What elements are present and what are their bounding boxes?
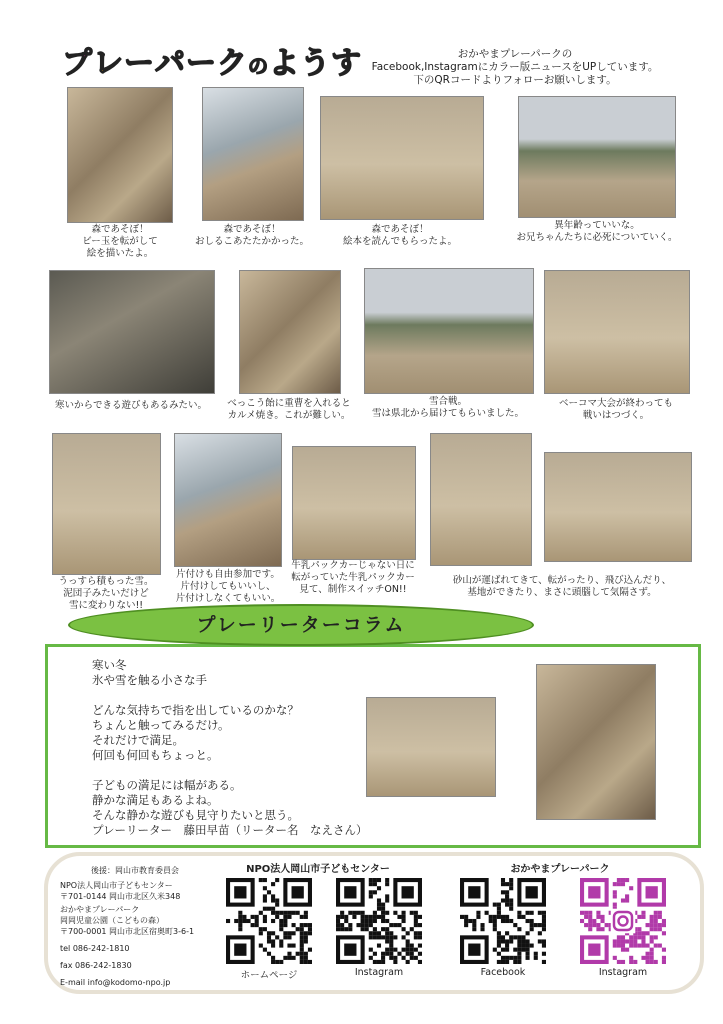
photo-cleanup (174, 433, 282, 567)
caption-line: ビー玉を転がして (82, 236, 158, 247)
caption-line: 見て、制作スイッチON!! (299, 584, 407, 595)
email-link[interactable]: E-mail info@kodomo-npo.jp (60, 978, 171, 987)
title-char: ク (217, 46, 248, 81)
caption-line: お兄ちゃんたちに必死についていく。 (516, 232, 678, 243)
qr-instagram-park[interactable] (580, 878, 666, 964)
caption-line: 雪に変わりない!! (68, 600, 144, 611)
qr-instagram-npo[interactable] (336, 878, 422, 964)
column-text: 寒い冬 氷や雪を触る小さな手 どんな気持ちで指を出しているのかな？ ちょんと触ってみるだけ。 それだけで満足。 何回も何回もちょっと。 子どもの満足には幅がある。 静かな満足もあるよね。 そんな静かな遊びも見守りたいと思う。 (92, 658, 299, 822)
title-char: の (248, 54, 269, 78)
sponsor: 後援：岡山市教育委員会 (91, 866, 179, 875)
caption-line: 片付けしてもいいし、 (180, 581, 276, 592)
caption-older-kids (504, 220, 690, 244)
caption-line: 牛乳パックカーじゃない日に (291, 560, 415, 571)
title-char: レ (93, 46, 124, 81)
org2-park: 岡岡児童公園（こどもの森） (60, 916, 164, 925)
notice-line-2: Facebook,Instagramにカラー版ニュースをUPしています。 (371, 61, 659, 73)
caption-line: おしるこあたたかかった。 (194, 236, 309, 247)
photo-milk-carton-car (292, 446, 416, 560)
org2-name: おかやまプレーパーク (60, 905, 140, 914)
notice-line-3: 下のQRコードよりフォローお願いします。 (413, 74, 617, 86)
caption-line: 転がっていた牛乳パックカー (291, 572, 415, 583)
caption-light-snow (48, 576, 164, 612)
photo-light-snow (52, 433, 161, 575)
org1-name: NPO法人岡山市子どもセンター (60, 881, 173, 890)
follow-notice (350, 48, 680, 87)
photo-sand-base (544, 452, 692, 562)
caption-line: カルメ焼き。これが難しい。 (227, 410, 351, 421)
org2-address: 〒700-0001 岡山市北区宿奥町3-6-1 (60, 927, 195, 936)
qr-facebook-label: Facebook (480, 967, 526, 978)
caption-line: 雪合戦。 (428, 396, 467, 407)
photo-picture-book (320, 96, 484, 220)
caption-line: 戦いはつづく。 (582, 410, 650, 421)
caption-milk-carton (286, 560, 420, 596)
photo-beigoma (544, 270, 690, 394)
title-char: ー (186, 46, 217, 81)
column-author: プレーリーター 藤田早苗（リーター名 なえさん） (92, 823, 368, 837)
caption-line: 片付けしなくてもいい。 (175, 593, 281, 604)
title-char: す (331, 46, 362, 81)
caption-line: 雪は県北から届けてもらいました。 (371, 408, 524, 419)
caption-oshiruko (186, 224, 318, 248)
photo-column-children (366, 697, 496, 797)
caption-line: 絵を描いたよ。 (86, 248, 154, 259)
caption-line: 森であそぼ！ (371, 224, 429, 235)
qr-homepage[interactable] (226, 878, 312, 964)
caption-line: 森であそぼ！ (223, 224, 281, 235)
photo-snowball-fight (364, 268, 534, 394)
npo-header: NPO法人岡山市子どもセンター (246, 864, 390, 875)
title-char: う (300, 46, 331, 81)
caption-beigoma (548, 398, 684, 422)
org1-address: 〒701-0144 岡山市北区久米348 (60, 892, 181, 901)
title-char: プ (62, 46, 93, 81)
photo-older-kids (518, 96, 676, 218)
tel: tel 086-242-1810 (60, 944, 130, 953)
title-char: ー (124, 46, 155, 81)
caption-cleanup (164, 569, 292, 605)
photo-column-ice (536, 664, 656, 820)
title-char: よ (269, 46, 300, 81)
photo-sand-pile (430, 433, 532, 566)
page-title (62, 38, 362, 82)
caption-ice-play (44, 400, 218, 412)
caption-line: 絵本を読んでもらったよ。 (342, 236, 457, 247)
fax: fax 086-242-1830 (60, 961, 132, 970)
photo-ice-play (49, 270, 215, 394)
photo-karumeyaki (239, 270, 341, 394)
caption-line: 基地ができたり、まさに頭腦して気隔さず。 (467, 587, 657, 598)
caption-line: 片付けも自由参加です。 (176, 569, 280, 580)
caption-line: うっすら積もった雪。 (58, 576, 154, 587)
caption-sand-pile (432, 575, 692, 599)
footer-contact (60, 865, 210, 988)
column-banner: プレーリーターコラム (68, 604, 534, 646)
caption-snowball (360, 396, 536, 420)
park-header: おかやまプレーパーク (510, 864, 610, 875)
title-char: パ (155, 46, 186, 81)
caption-marble (70, 224, 170, 260)
qr-homepage-label: ホームページ (240, 970, 298, 981)
caption-picture-book (330, 224, 470, 248)
caption-line: 寒いからできる遊びもあるみたい。 (55, 400, 207, 411)
caption-karumeyaki (222, 398, 356, 422)
caption-line: 異年齢っていいな。 (554, 220, 640, 231)
caption-line: 砂山が運ばれてきて、転がったり、飛び込んだり、 (452, 575, 672, 586)
notice-line-1: おかやまプレーパークの (457, 48, 573, 60)
qr-facebook[interactable] (460, 878, 546, 964)
photo-oshiruko (202, 87, 304, 221)
qr-instagram-npo-label: Instagram (354, 967, 404, 978)
caption-line: 森であそぼ！ (91, 224, 149, 235)
caption-line: ベーコマ大会が終わっても (559, 398, 673, 409)
caption-line: 泥団子みたいだけど (63, 588, 149, 599)
photo-marble-painting (67, 87, 173, 223)
qr-instagram-park-label: Instagram (598, 967, 648, 978)
caption-line: べっこう飴に重曹を入れると (227, 398, 351, 409)
